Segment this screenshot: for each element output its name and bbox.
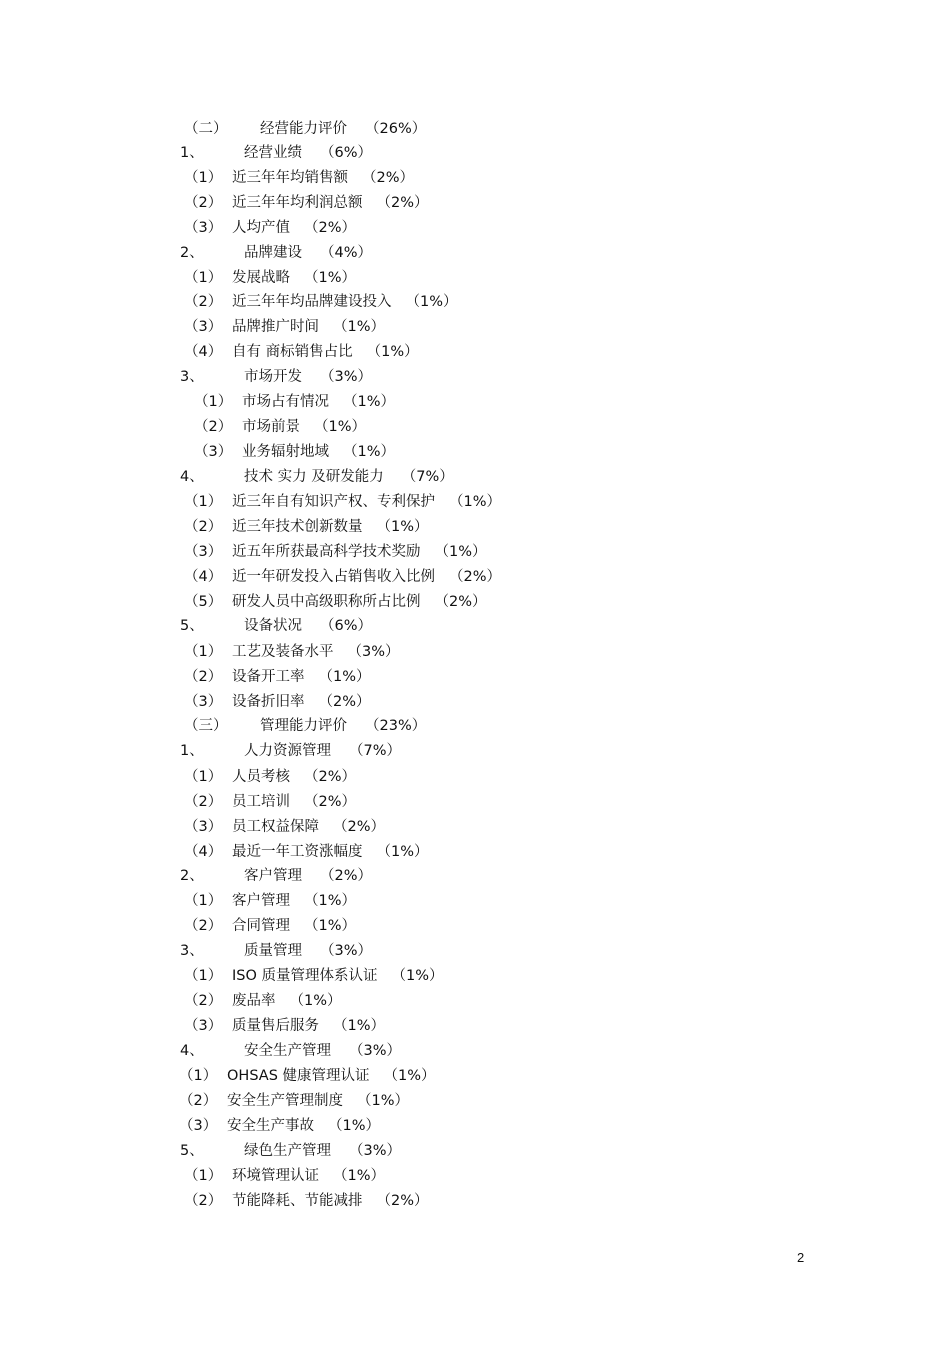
item-text: 近三年年均利润总额 — [232, 195, 363, 211]
item-number: （3） — [184, 1018, 223, 1034]
outline-line — [184, 989, 342, 1013]
item-weight: （2%） — [449, 569, 502, 585]
item-number: （3） — [184, 544, 223, 560]
item-weight: （1%） — [383, 1068, 436, 1084]
item-text: 最近一年工资涨幅度 — [232, 844, 363, 860]
item-text: 工艺及装备水平 — [232, 644, 334, 660]
item-text: 品牌推广时间 — [232, 319, 319, 335]
outline-line — [184, 714, 426, 738]
item-text: 安全生产管理 — [244, 1043, 331, 1059]
item-weight: （4%） — [320, 245, 373, 261]
item-weight: （2%） — [434, 594, 487, 610]
outline-line — [180, 365, 372, 389]
item-weight: （1%） — [333, 1018, 386, 1034]
item-number: （3） — [184, 694, 223, 710]
item-text: 节能降耗、节能减排 — [232, 1193, 363, 1209]
outline-line — [180, 739, 401, 763]
page-number: 2 — [797, 1250, 805, 1265]
item-number: 1、 — [180, 743, 204, 759]
item-number: （1） — [179, 1068, 218, 1084]
item-number: （2） — [184, 993, 223, 1009]
item-weight: （2%） — [362, 170, 415, 186]
item-number: （3） — [194, 444, 233, 460]
item-text: 合同管理 — [232, 918, 290, 934]
item-text: 安全生产管理制度 — [227, 1093, 343, 1109]
outline-line — [184, 914, 356, 938]
item-number: （3） — [184, 819, 223, 835]
item-weight: （23%） — [365, 718, 427, 734]
item-number: 5、 — [180, 1143, 204, 1159]
item-weight: （2%） — [320, 868, 373, 884]
item-text: 客户管理 — [244, 868, 302, 884]
item-weight: （1%） — [318, 669, 371, 685]
item-weight: （6%） — [320, 145, 373, 161]
item-number: （1） — [194, 394, 233, 410]
item-weight: （26%） — [365, 121, 427, 137]
item-number: （2） — [184, 1193, 223, 1209]
item-text: 质量管理 — [244, 943, 302, 959]
item-text: 环境管理认证 — [232, 1168, 319, 1184]
outline-line — [179, 1064, 436, 1088]
item-weight: （2%） — [304, 769, 357, 785]
outline-line — [180, 614, 372, 638]
item-text: 人均产值 — [232, 220, 290, 236]
outline-line — [180, 465, 454, 489]
item-number: （2） — [179, 1093, 218, 1109]
item-text: 近五年所获最高科学技术奖励 — [232, 544, 421, 560]
item-weight: （1%） — [328, 1118, 381, 1134]
item-text: 人力资源管理 — [244, 743, 331, 759]
outline-line — [179, 1114, 380, 1138]
outline-line — [184, 515, 429, 539]
item-text: 近三年自有知识产权、专利保护 — [232, 494, 435, 510]
item-weight: （7%） — [401, 469, 454, 485]
item-text: OHSAS 健康管理认证 — [227, 1068, 370, 1084]
item-number: （1） — [184, 968, 223, 984]
item-weight: （1%） — [333, 319, 386, 335]
item-weight: （1%） — [376, 519, 429, 535]
item-number: 5、 — [180, 618, 204, 634]
outline-line — [180, 1139, 401, 1163]
item-text: 经营业绩 — [244, 145, 302, 161]
item-text: 员工培训 — [232, 794, 290, 810]
item-number: （4） — [184, 344, 223, 360]
item-weight: （1%） — [289, 993, 342, 1009]
item-text: 技术 实力 及研发能力 — [244, 469, 384, 485]
item-weight: （1%） — [333, 1168, 386, 1184]
item-text: 废品率 — [232, 993, 276, 1009]
outline-line — [184, 490, 501, 514]
item-weight: （1%） — [405, 294, 458, 310]
outline-line — [184, 290, 458, 314]
item-weight: （1%） — [343, 444, 396, 460]
outline-line — [184, 790, 356, 814]
outline-line — [184, 117, 426, 141]
item-text: 设备状况 — [244, 618, 302, 634]
item-number: （3） — [179, 1118, 218, 1134]
outline-line — [184, 1164, 385, 1188]
item-text: 自有 商标销售占比 — [232, 344, 353, 360]
item-weight: （3%） — [349, 1143, 402, 1159]
item-text: 近一年研发投入占销售收入比例 — [232, 569, 435, 585]
item-number: （2） — [184, 195, 223, 211]
item-weight: （2%） — [376, 1193, 429, 1209]
item-text: 质量售后服务 — [232, 1018, 319, 1034]
item-number: 2、 — [180, 868, 204, 884]
outline-line — [184, 889, 356, 913]
item-weight: （6%） — [320, 618, 373, 634]
item-text: ISO 质量管理体系认证 — [232, 968, 378, 984]
item-number: （2） — [184, 294, 223, 310]
item-weight: （2%） — [376, 195, 429, 211]
item-number: （4） — [184, 569, 223, 585]
item-number: （2） — [184, 794, 223, 810]
item-number: （3） — [184, 319, 223, 335]
outline-line — [184, 640, 400, 664]
item-number: 2、 — [180, 245, 204, 261]
item-text: 品牌建设 — [244, 245, 302, 261]
item-weight: （3%） — [320, 369, 373, 385]
item-weight: （3%） — [347, 644, 400, 660]
outline-line — [180, 864, 372, 888]
item-number: （1） — [184, 170, 223, 186]
item-number: （1） — [184, 494, 223, 510]
outline-line — [184, 216, 356, 240]
item-weight: （1%） — [304, 270, 357, 286]
item-number: 4、 — [180, 469, 204, 485]
item-text: 近三年年均品牌建设投入 — [232, 294, 392, 310]
item-weight: （1%） — [314, 419, 367, 435]
item-text: 员工权益保障 — [232, 819, 319, 835]
item-text: 研发人员中高级职称所占比例 — [232, 594, 421, 610]
item-weight: （3%） — [349, 1043, 402, 1059]
item-weight: （1%） — [343, 394, 396, 410]
item-text: 管理能力评价 — [260, 718, 347, 734]
outline-line — [184, 540, 487, 564]
outline-line — [180, 1039, 401, 1063]
item-number: （4） — [184, 844, 223, 860]
item-text: 安全生产事故 — [227, 1118, 314, 1134]
item-text: 绿色生产管理 — [244, 1143, 331, 1159]
item-number: （1） — [184, 270, 223, 286]
outline-line — [184, 690, 371, 714]
item-weight: （1%） — [304, 918, 357, 934]
item-number: （3） — [184, 220, 223, 236]
outline-line — [184, 590, 487, 614]
item-weight: （1%） — [357, 1093, 410, 1109]
item-text: 近三年技术创新数量 — [232, 519, 363, 535]
item-number: （2） — [184, 918, 223, 934]
item-weight: （7%） — [349, 743, 402, 759]
outline-line — [180, 141, 372, 165]
item-number: （1） — [184, 1168, 223, 1184]
item-number: （2） — [184, 669, 223, 685]
item-number: 3、 — [180, 369, 204, 385]
item-weight: （2%） — [333, 819, 386, 835]
item-number: （1） — [184, 769, 223, 785]
item-text: 经营能力评价 — [260, 121, 347, 137]
outline-line — [184, 840, 429, 864]
item-weight: （2%） — [304, 220, 357, 236]
item-weight: （1%） — [376, 844, 429, 860]
item-text: 市场占有情况 — [242, 394, 329, 410]
item-text: 市场开发 — [244, 369, 302, 385]
outline-line — [194, 415, 366, 439]
item-number: 4、 — [180, 1043, 204, 1059]
item-weight: （3%） — [320, 943, 373, 959]
outline-line — [194, 390, 395, 414]
outline-line — [184, 964, 444, 988]
outline-line — [180, 939, 372, 963]
outline-line — [184, 340, 419, 364]
outline-line — [184, 765, 356, 789]
item-number: （三） — [184, 718, 228, 734]
item-number: 1、 — [180, 145, 204, 161]
item-number: （2） — [184, 519, 223, 535]
item-weight: （1%） — [391, 968, 444, 984]
item-weight: （1%） — [304, 893, 357, 909]
outline-line — [184, 665, 371, 689]
item-text: 业务辐射地域 — [242, 444, 329, 460]
outline-line — [184, 1014, 385, 1038]
item-number: （1） — [184, 893, 223, 909]
item-text: 人员考核 — [232, 769, 290, 785]
outline-line — [184, 565, 501, 589]
outline-line — [194, 440, 395, 464]
item-weight: （1%） — [449, 494, 502, 510]
item-number: （1） — [184, 644, 223, 660]
outline-line — [184, 266, 356, 290]
item-weight: （1%） — [366, 344, 419, 360]
outline-line — [184, 815, 385, 839]
item-number: （二） — [184, 121, 228, 137]
item-number: （2） — [194, 419, 233, 435]
item-weight: （2%） — [304, 794, 357, 810]
item-text: 设备开工率 — [232, 669, 305, 685]
item-text: 发展战略 — [232, 270, 290, 286]
item-weight: （1%） — [434, 544, 487, 560]
item-weight: （2%） — [318, 694, 371, 710]
outline-line — [184, 315, 385, 339]
item-number: （5） — [184, 594, 223, 610]
item-text: 设备折旧率 — [232, 694, 305, 710]
item-text: 客户管理 — [232, 893, 290, 909]
outline-line — [179, 1089, 409, 1113]
item-text: 近三年年均销售额 — [232, 170, 348, 186]
item-text: 市场前景 — [242, 419, 300, 435]
outline-line — [184, 1189, 429, 1213]
outline-line — [184, 191, 429, 215]
outline-line — [184, 166, 414, 190]
outline-line — [180, 241, 372, 265]
item-number: 3、 — [180, 943, 204, 959]
